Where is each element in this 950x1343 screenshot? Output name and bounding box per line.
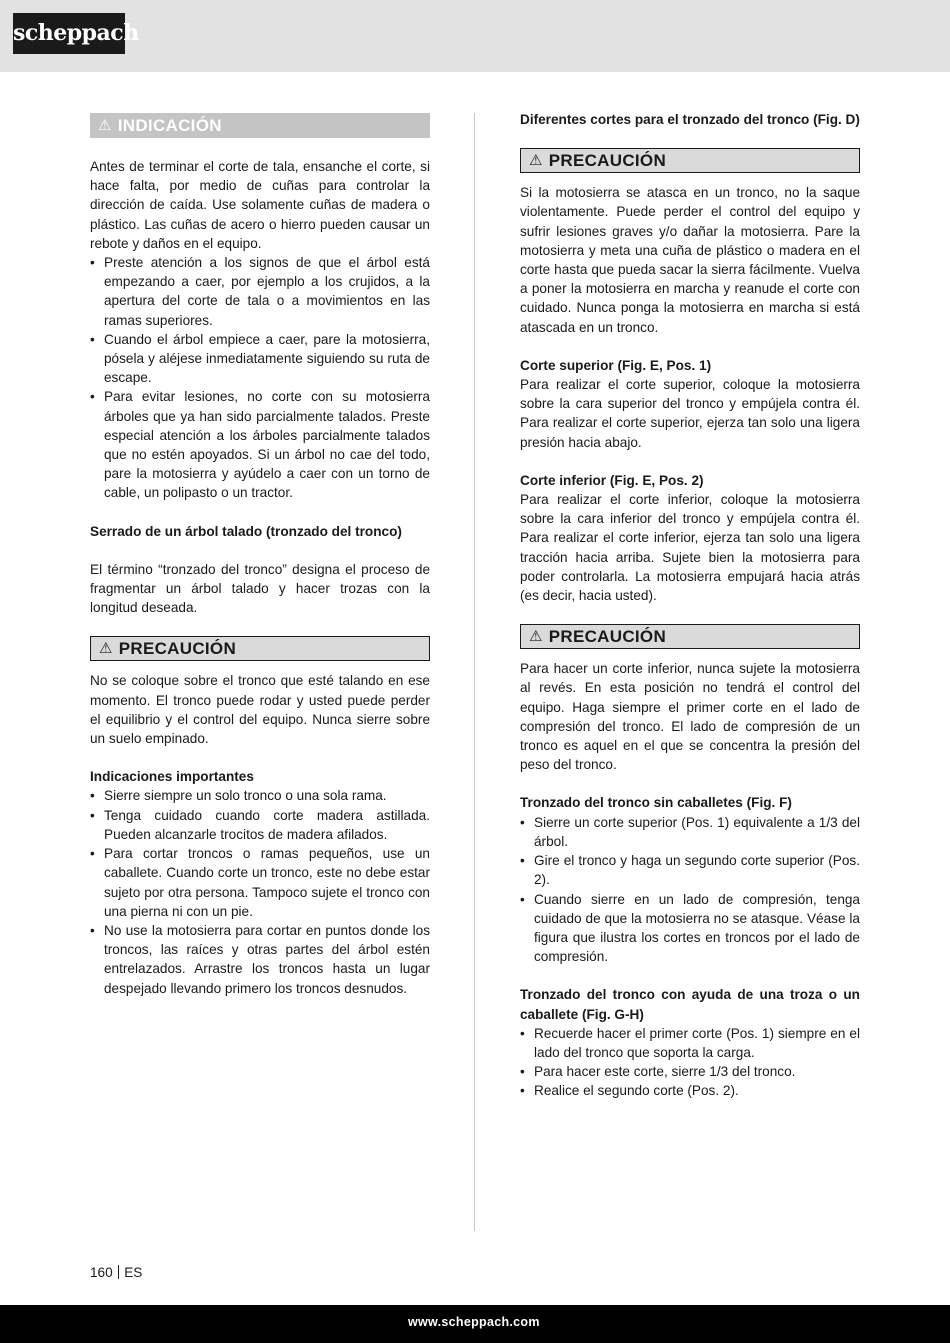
list-item: • Cuando el árbol empiece a caer, pare la motosierra, pósela y aléjese inmediatamente siguiendo su ruta de escape.: [90, 330, 430, 388]
precaucion-box: [520, 148, 860, 173]
section-heading-top-cut: Corte superior (Fig. E, Pos. 1): [520, 357, 712, 373]
list-item: • Tenga cuidado cuando corte madera astillada. Pueden alcanzarle trocitos de madera afilados.: [90, 806, 430, 844]
column-divider: [474, 113, 475, 1231]
intro-paragraph: Antes de terminar el corte de tala, ensanche el corte, si hace falta, por medio de cuñas para controlar la dirección de caída. Use solamente cuñas de madera o plástico. Las cuñas de acero o hierro pueden causar un rebote y daños en el equipo.: [90, 159, 430, 251]
page-number: [90, 1265, 142, 1280]
precaucion-label: PRECAUCIÓN: [118, 639, 237, 659]
page-language: ES: [124, 1265, 143, 1280]
bucking-definition-paragraph: El término “tronzado del tronco” designa el proceso de fragmentar un árbol talado y hacer trozas con la longitud deseada.: [90, 561, 430, 616]
compression-side-paragraph: Para hacer un corte inferior, nunca sujete la motosierra al revés. En esta posición no tendrá el control del equipo. Haga siempre el primer corte en el lado de compresión del tronco. El lado de compresión de un tronco es aquel en el que se concentra la presión del peso del tronco.: [520, 661, 860, 773]
precaucion-paragraph: No se coloque sobre el tronco que esté talando en ese momento. El tronco puede rodar y usted puede perder el equilibrio y el control del equipo. Nunca sierre sobre un suelo empinado.: [90, 673, 430, 747]
list-item: • Preste atención a los signos de que el árbol está empezando a caer, por ejemplo a los crujidos, a la apertura del corte de tala o a movimientos en las ramas superiores.: [90, 253, 430, 330]
page-footer: [0, 1305, 950, 1343]
right-column: [520, 110, 860, 1101]
precaucion-label: PRECAUCIÓN: [548, 627, 667, 647]
list-item: • Realice el segundo corte (Pos. 2).: [520, 1081, 860, 1100]
precaucion-label: PRECAUCIÓN: [548, 151, 667, 171]
warning-icon: ⚠: [529, 628, 543, 646]
section-heading-bucking: Serrado de un árbol talado (tronzado del tronco): [90, 523, 402, 539]
list-item: • Para cortar troncos o ramas pequeños, use un caballete. Cuando corte un tronco, este no debe estar sujeto por otra persona. Tampoco sujete el tronco con una pierna ni con un pie.: [90, 844, 430, 921]
warning-icon: ⚠: [99, 640, 113, 658]
section-heading-bottom-cut: Corte inferior (Fig. E, Pos. 2): [520, 472, 704, 488]
felling-bullet-list: [90, 253, 430, 503]
list-item: • No use la motosierra para cortar en puntos donde los troncos, las raíces y otras partes del árbol estén entrelazados. Arrastre los troncos hasta un lugar despejado llevando primero los troncos desnudos.: [90, 921, 430, 998]
section-heading-no-sawhorse: Tronzado del tronco sin caballetes (Fig. F): [520, 795, 792, 811]
warning-icon: ⚠: [529, 152, 543, 170]
list-item: • Sierre siempre un solo tronco o una sola rama.: [90, 786, 430, 805]
list-item: • Gire el tronco y haga un segundo corte superior (Pos. 2).: [520, 851, 860, 889]
bottom-cut-paragraph: Para realizar el corte inferior, coloque la motosierra sobre la cara inferior del tronco y empújela contra él. Para realizar el corte inferior, ejerza tan solo una ligera tracción hacia arriba. Sujete bien la motosierra para poder controlarla. La motosierra empujará hacia atrás (es decir, hacia usted).: [520, 492, 860, 604]
with-support-bullet-list: [520, 1024, 860, 1101]
section-heading-with-support: Tronzado del tronco con ayuda de una troza o un caballete (Fig. G-H): [520, 987, 860, 1022]
top-cut-paragraph: Para realizar el corte superior, coloque la motosierra sobre la cara superior del tronco y empújela contra él. Para realizar el corte superior, ejerza tan solo una ligera presión hacia abajo.: [520, 377, 860, 450]
indicacion-label: INDICACIÓN: [117, 115, 222, 135]
important-bullet-list: [90, 786, 430, 997]
page-header: [0, 0, 950, 72]
list-item: • Para hacer este corte, sierre 1/3 del tronco.: [520, 1062, 860, 1081]
section-heading-important: Indicaciones importantes: [90, 769, 254, 785]
footer-url-link[interactable]: www.scheppach.com: [408, 1315, 540, 1329]
precaucion-box: [90, 636, 430, 661]
list-item: • Sierre un corte superior (Pos. 1) equivalente a 1/3 del árbol.: [520, 813, 860, 851]
jammed-saw-paragraph: Si la motosierra se atasca en un tronco, no la saque violentamente. Puede perder el control del equipo y sufrir lesiones graves y/o dañar la motosierra. Pare la motosierra y meta una cuña de plástico o madera en el corte hasta que pueda sacar la sierra fácilmente. Vuelva a poner la motosierra en marcha y reanude el corte con cuidado. Nunca ponga la motosierra en marcha si está atascada en un tronco.: [520, 185, 860, 335]
list-item: • Para evitar lesiones, no corte con su motosierra árboles que ya han sido parcialmente talados. Preste especial atención a los árboles parcialmente talados que no estén apoyados. Si un árbol no cae del todo, pare la motosierra y ayúdelo a caer con un torno de cable, un polipasto o un tractor.: [90, 387, 430, 502]
no-sawhorse-bullet-list: [520, 813, 860, 967]
page-number-value: 160: [90, 1265, 113, 1280]
indicacion-box: [90, 113, 430, 138]
precaucion-box: [520, 624, 860, 649]
section-heading-cuts: Diferentes cortes para el tronzado del tronco (Fig. D): [520, 112, 860, 127]
page-number-separator: [118, 1265, 120, 1279]
list-item: • Recuerde hacer el primer corte (Pos. 1) siempre en el lado del tronco que soporta la carga.: [520, 1024, 860, 1062]
left-column: [90, 110, 430, 998]
warning-icon: ⚠: [98, 116, 112, 134]
list-item: • Cuando sierre en un lado de compresión, tenga cuidado de que la motosierra no se atasque. Véase la figura que ilustra los cortes en troncos por el lado de compresión.: [520, 890, 860, 967]
brand-logo: scheppach: [13, 13, 125, 54]
